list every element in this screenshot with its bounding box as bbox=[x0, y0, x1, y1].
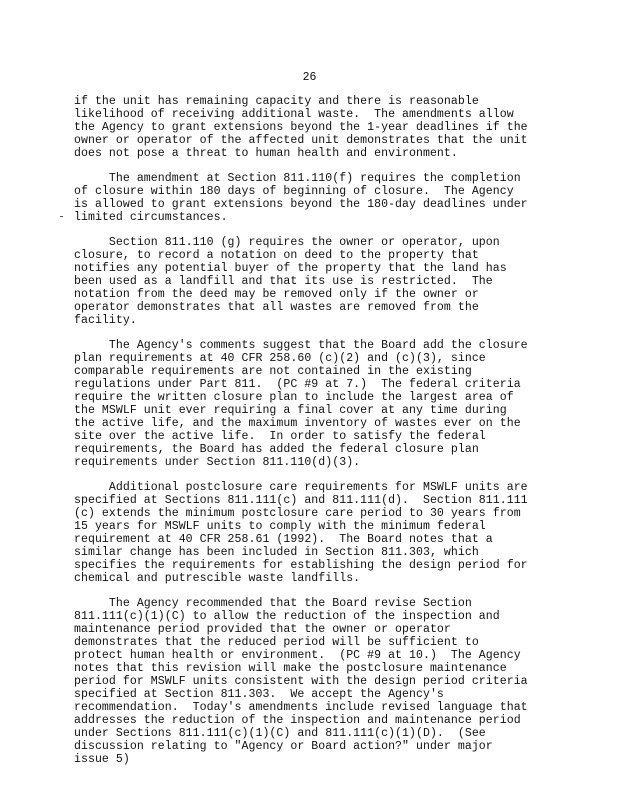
text-line: Section 811.110 (g) requires the owner or operator, upon bbox=[74, 236, 500, 249]
margin-mark bbox=[60, 216, 63, 217]
text-line: site over the active life. In order to satisfy the federal bbox=[74, 430, 486, 443]
text-line: maintenance period provided that the owner or operator bbox=[74, 623, 451, 636]
text-line: (c) extends the minimum postclosure care period to 30 years from bbox=[74, 507, 521, 520]
text-line: The Agency recommended that the Board revise Section bbox=[74, 597, 472, 610]
text-line: requirement at 40 CFR 258.61 (1992). The Board notes that a bbox=[74, 533, 493, 546]
text-line: demonstrates that the reduced period will be sufficient to bbox=[74, 636, 479, 649]
text-line: chemical and putrescible waste landfills. bbox=[74, 572, 361, 585]
text-line: require the written closure plan to include the largest area of bbox=[74, 391, 514, 404]
text-line: the MSWLF unit ever requiring a final cover at any time during bbox=[74, 404, 507, 417]
text-line: operator demonstrates that all wastes are removed from the bbox=[74, 301, 479, 314]
text-line: limited circumstances. bbox=[74, 211, 228, 224]
text-line: comparable requirements are not contained in the existing bbox=[74, 365, 472, 378]
text-line: closure, to record a notation on deed to the property that bbox=[74, 249, 479, 262]
paragraph bbox=[74, 339, 554, 469]
paragraph bbox=[74, 95, 554, 160]
text-line: addresses the reduction of the inspection and maintenance period bbox=[74, 714, 521, 727]
text-line: requirements, the Board has added the federal closure plan bbox=[74, 443, 479, 456]
paragraph bbox=[74, 236, 554, 327]
text-line: discussion relating to "Agency or Board action?" under major bbox=[74, 740, 493, 753]
text-line: 811.111(c)(1)(C) to allow the reduction of the inspection and bbox=[74, 610, 500, 623]
body-text bbox=[74, 95, 554, 778]
text-line: notation from the deed may be removed only if the owner or bbox=[74, 288, 479, 301]
text-line: the active life, and the maximum inventory of wastes ever on the bbox=[74, 417, 521, 430]
text-line: likelihood of receiving additional waste. The amendments allow bbox=[74, 108, 514, 121]
paragraph bbox=[74, 172, 554, 224]
text-line: specified at Section 811.303. We accept the Agency's bbox=[74, 688, 444, 701]
text-line: of closure within 180 days of beginning of closure. The Agency bbox=[74, 185, 514, 198]
text-line: recommendation. Today's amendments include revised language that bbox=[74, 701, 528, 714]
text-line: the Agency to grant extensions beyond the 1-year deadlines if the bbox=[74, 121, 528, 134]
text-line: The amendment at Section 811.110(f) requires the completion bbox=[74, 172, 521, 185]
text-line: does not pose a threat to human health and environment. bbox=[74, 147, 458, 160]
text-line: notes that this revision will make the postclosure maintenance bbox=[74, 662, 507, 675]
text-line: requirements under Section 811.110(d)(3). bbox=[74, 456, 361, 469]
text-line: period for MSWLF units consistent with the design period criteria bbox=[74, 675, 528, 688]
paragraph bbox=[74, 597, 554, 766]
text-line: 15 years for MSWLF units to comply with the minimum federal bbox=[74, 520, 486, 533]
text-line: regulations under Part 811. (PC #9 at 7.) The federal criteria bbox=[74, 378, 521, 391]
text-line: if the unit has remaining capacity and there is reasonable bbox=[74, 95, 479, 108]
text-line: The Agency's comments suggest that the Board add the closure bbox=[74, 339, 528, 352]
text-line: been used as a landfill and that its use is restricted. The bbox=[74, 275, 493, 288]
text-line: facility. bbox=[74, 314, 137, 327]
text-line: specified at Sections 811.111(c) and 811.111(d). Section 811.111 bbox=[74, 494, 528, 507]
paragraph bbox=[74, 481, 554, 585]
text-line: issue 5) bbox=[74, 753, 130, 766]
text-line: Additional postclosure care requirements for MSWLF units are bbox=[74, 481, 528, 494]
text-line: under Sections 811.111(c)(1)(C) and 811.111(c)(1)(D). (See bbox=[74, 727, 486, 740]
text-line: owner or operator of the affected unit demonstrates that the unit bbox=[74, 134, 528, 147]
text-line: notifies any potential buyer of the property that the land has bbox=[74, 262, 507, 275]
text-line: protect human health or environment. (PC #9 at 10.) The Agency bbox=[74, 649, 521, 662]
page-number: 26 bbox=[302, 71, 317, 84]
text-line: similar change has been included in Section 811.303, which bbox=[74, 546, 479, 559]
text-line: specifies the requirements for establishing the design period for bbox=[74, 559, 528, 572]
text-line: plan requirements at 40 CFR 258.60 (c)(2) and (c)(3), since bbox=[74, 352, 486, 365]
text-line: is allowed to grant extensions beyond the 180-day deadlines under bbox=[74, 198, 528, 211]
